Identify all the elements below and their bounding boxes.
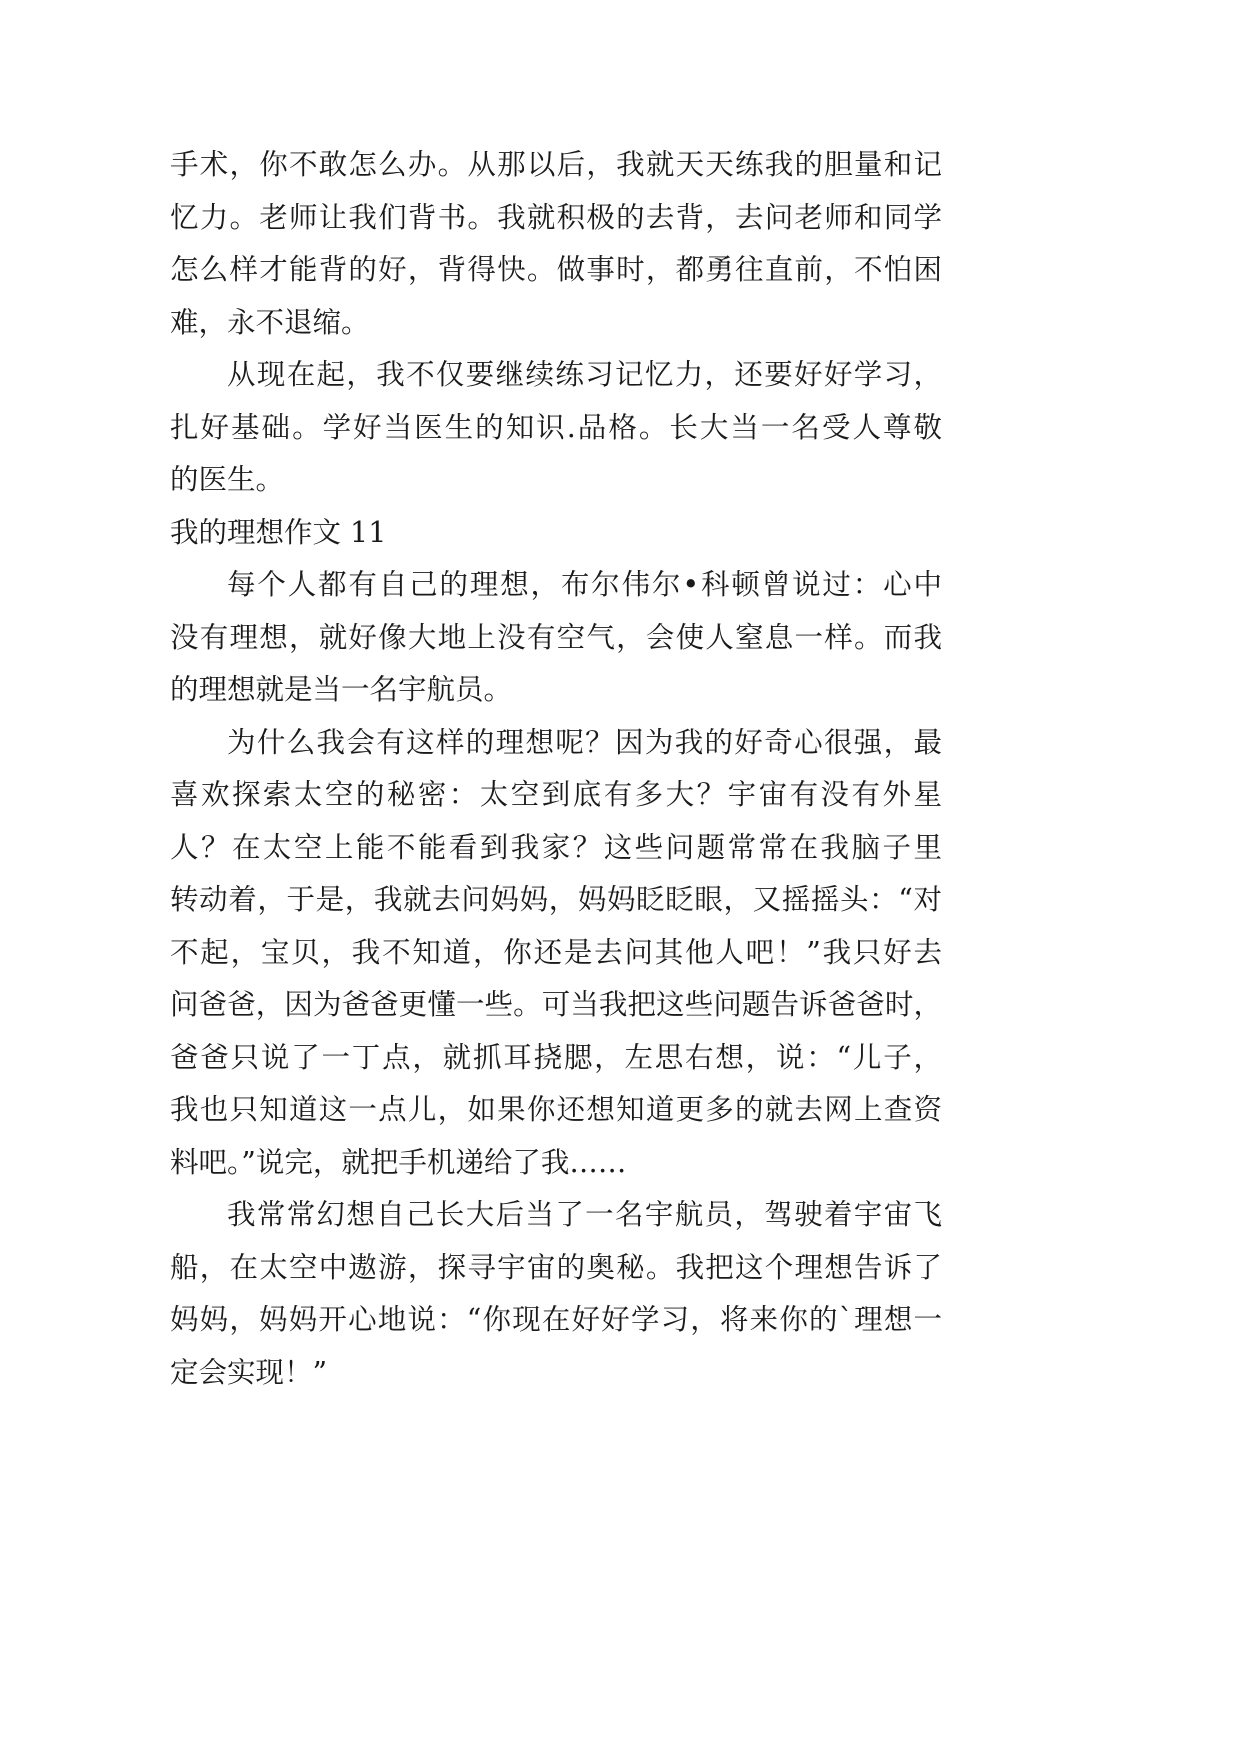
document-body [170,139,942,1399]
text-line: 的医生。 [170,463,285,496]
text-line: 转动着，于是，我就去问妈妈，妈妈眨眨眼，又摇摇头：“对 [170,883,942,916]
text-line: 料吧。”说完，就把手机递给了我…… [170,1145,627,1179]
text-line: 人？在太空上能不能看到我家？这些问题常常在我脑子里 [170,830,942,864]
text-line: 忆力。老师让我们背书。我就积极的去背，去问老师和同学 [170,200,942,234]
text-line: 爸爸只说了一丁点，就抓耳挠腮，左思右想，说：“儿子， [170,1040,942,1074]
text-line: 定会实现！” [170,1355,328,1389]
text-line: 扎好基础。学好当医生的知识.品格。长大当一名受人尊敬 [170,410,942,444]
text-line: 我常常幻想自己长大后当了一名宇航员，驾驶着宇宙飞 [227,1198,942,1231]
text-line: 问爸爸，因为爸爸更懂一些。可当我把这些问题告诉爸爸时， [170,988,942,1021]
text-line: 我也只知道这一点儿，如果你还想知道更多的就去网上查资 [170,1093,942,1126]
previous-essay-ending [170,139,942,507]
essay [170,507,942,1400]
text-line: 的理想就是当一名宇航员。 [170,673,513,706]
text-line: 不起，宝贝，我不知道，你还是去问其他人吧！”我只好去 [170,935,942,969]
paragraph [170,717,942,1190]
text-line: 没有理想，就好像大地上没有空气，会使人窒息一样。而我 [170,620,942,654]
text-line: 妈妈，妈妈开心地说：“你现在好好学习，将来你的`理想一 [170,1303,942,1336]
text-line: 难，永不退缩。 [170,305,370,339]
text-line: 喜欢探索太空的秘密：太空到底有多大？宇宙有没有外星 [170,778,942,811]
text-line: 每个人都有自己的理想，布尔伟尔•科顿曾说过：心中 [227,568,942,601]
paragraph [170,139,942,349]
text-line: 从现在起，我不仅要继续练习记忆力，还要好好学习， [227,358,942,391]
essay-title: 我的理想作文 11 [170,515,387,549]
text-line: 怎么样才能背的好，背得快。做事时，都勇往直前，不怕困 [170,253,942,286]
paragraph [170,1189,942,1399]
text-line: 为什么我会有这样的理想呢？因为我的好奇心很强，最 [227,725,942,759]
text-line: 船，在太空中遨游，探寻宇宙的奥秘。我把这个理想告诉了 [170,1250,942,1284]
text-line: 手术，你不敢怎么办。从那以后，我就天天练我的胆量和记 [170,148,942,181]
paragraph [170,349,942,507]
paragraph [170,559,942,717]
